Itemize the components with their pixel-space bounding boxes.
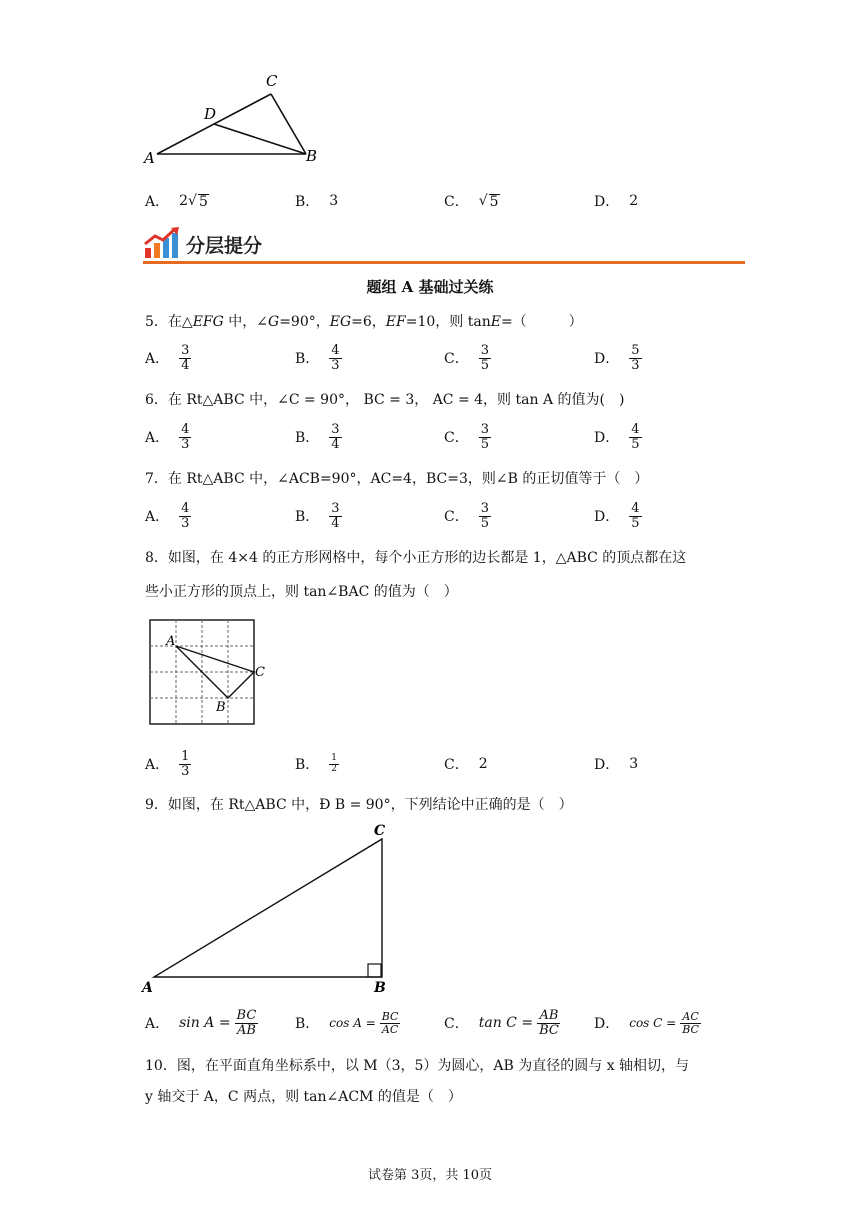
question-8-line1: 8．如图，在 4×4 的正方形网格中，每个小正方形的边长都是 1，△ABC 的顶点都在这 — [145, 550, 687, 566]
q4-option-c[interactable]: C． √ 5 — [444, 193, 499, 210]
right-angle-mark — [368, 964, 381, 977]
rt-label-b: B — [374, 980, 386, 996]
label-d: D — [204, 105, 217, 123]
q8-option-c[interactable]: C． 2 — [444, 756, 488, 773]
rt-label-a: A — [142, 980, 153, 996]
grid-label-c: C — [255, 665, 265, 680]
page-footer: 试卷第 3页，共 10页 — [367, 1168, 493, 1183]
label-c: C — [266, 72, 278, 90]
grid-label-b: B — [216, 700, 226, 715]
q9-options — [145, 1006, 725, 1042]
question-10-line2: y 轴交于 A，C 两点，则 tan∠ACM 的值是（ ） — [145, 1089, 462, 1105]
question-9: 9．如图，在 Rt△ABC 中，Ð B = 90°，下列结论中正确的是（ ） — [145, 797, 573, 813]
q7-option-d[interactable]: D． $\frac{4}{5}$ — [594, 500, 640, 531]
q6-option-d[interactable]: D． $\frac{4}{5}$ — [594, 421, 640, 452]
q5-option-c[interactable]: C． $\frac{3}{5}$ — [444, 342, 489, 373]
q6-option-c[interactable]: C． $\frac{3}{5}$ — [444, 421, 489, 452]
q6-options — [145, 420, 725, 454]
q5-options — [145, 341, 725, 375]
q9-option-d[interactable]: D． cos C = $\frac{AC}{BC}$ — [594, 1009, 699, 1036]
q6-option-a[interactable]: A． $\frac{4}{3}$ — [145, 421, 190, 452]
question-5: 5．在△EFG 中，∠G=90°，EG=6，EF=10，则 tanE=（ ） — [145, 314, 583, 330]
q4-option-d[interactable]: D． 2 — [594, 193, 639, 210]
figure-triangle-abcd — [140, 70, 340, 170]
grid-label-a: A — [166, 634, 176, 649]
q4-options — [145, 184, 725, 218]
question-10-line1: 10．图，在平面直角坐标系中，以 M（3，5）为圆心，AB 为直径的圆与 x 轴相切，与 — [145, 1058, 690, 1074]
q5-option-d[interactable]: D． $\frac{5}{3}$ — [594, 342, 640, 373]
q4-option-a[interactable]: A． 2 √ 5 — [145, 193, 208, 210]
label-b: B — [306, 147, 318, 165]
question-8-line2: 些小正方形的顶点上，则 tan∠BAC 的值为（ ） — [145, 584, 458, 600]
label-a: A — [144, 149, 155, 167]
q7-option-b[interactable]: B． $\frac{3}{4}$ — [295, 500, 340, 531]
question-7: 7．在 Rt△ABC 中，∠ACB=90°，AC=4，BC=3，则∠B 的正切值等于（ ） — [145, 471, 649, 487]
question-6: 6．在 Rt△ABC 中，∠C = 90°， BC = 3， AC = 4，则 tan A 的值为( ) — [145, 392, 625, 408]
rt-label-c: C — [374, 823, 386, 839]
q8-options — [145, 747, 725, 781]
q4-option-b[interactable]: B． 3 — [295, 193, 339, 210]
q7-options — [145, 499, 725, 533]
q8-option-d[interactable]: D． 3 — [594, 756, 639, 773]
segment-db — [214, 124, 306, 154]
figure-right-triangle — [140, 820, 400, 998]
q8-option-a[interactable]: A． $\frac{1}{3}$ — [145, 748, 190, 779]
chart-growth-icon — [143, 226, 183, 260]
q9-option-a[interactable]: A． sin A = $\frac{BC}{AB}$ — [145, 1007, 257, 1038]
q7-option-a[interactable]: A． $\frac{4}{3}$ — [145, 500, 190, 531]
q9-option-b[interactable]: B． cos A = $\frac{BC}{AC}$ — [295, 1009, 399, 1036]
figure-grid-triangle — [148, 618, 268, 726]
banner-title: 分层提分 — [186, 235, 263, 257]
q5-option-a[interactable]: A． $\frac{3}{4}$ — [145, 342, 190, 373]
q9-option-c[interactable]: C． tan C = $\frac{AB}{BC}$ — [444, 1007, 559, 1038]
q5-option-b[interactable]: B． $\frac{4}{3}$ — [295, 342, 340, 373]
banner-divider — [143, 261, 745, 264]
section-title: 题组 A 基础过关练 — [366, 278, 494, 296]
q6-option-b[interactable]: B． $\frac{3}{4}$ — [295, 421, 340, 452]
triangle-abc-right — [154, 839, 382, 977]
q7-option-c[interactable]: C． $\frac{3}{5}$ — [444, 500, 489, 531]
q8-option-b[interactable]: B． $\frac{1}{2}$ — [295, 753, 338, 774]
